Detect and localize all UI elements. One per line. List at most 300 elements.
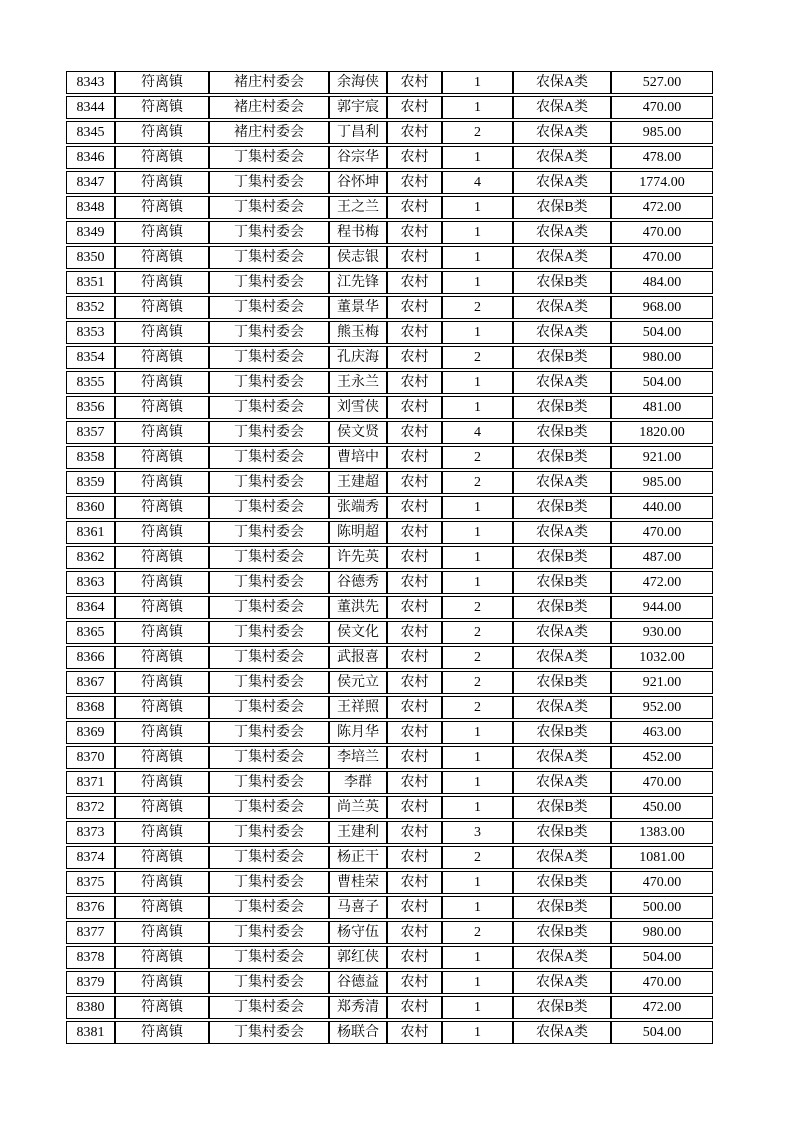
cell-amount: 504.00 — [611, 321, 713, 344]
cell-town: 符离镇 — [115, 796, 209, 819]
cell-household-type: 农村 — [387, 796, 442, 819]
cell-town: 符离镇 — [115, 646, 209, 669]
table-row — [66, 396, 713, 419]
cell-household-type: 农村 — [387, 921, 442, 944]
cell-household-type: 农村 — [387, 746, 442, 769]
cell-amount: 504.00 — [611, 946, 713, 969]
cell-village-committee: 丁集村委会 — [209, 646, 329, 669]
table-row — [66, 321, 713, 344]
cell-town: 符离镇 — [115, 496, 209, 519]
cell-serial-number: 8345 — [66, 121, 115, 144]
cell-town: 符离镇 — [115, 96, 209, 119]
table-row — [66, 796, 713, 819]
cell-village-committee: 丁集村委会 — [209, 746, 329, 769]
cell-village-committee: 丁集村委会 — [209, 996, 329, 1019]
cell-amount: 985.00 — [611, 471, 713, 494]
cell-person-count: 2 — [442, 471, 513, 494]
cell-insurance-category: 农保B类 — [513, 396, 611, 419]
cell-person-count: 2 — [442, 671, 513, 694]
cell-person-count: 1 — [442, 746, 513, 769]
cell-amount: 504.00 — [611, 371, 713, 394]
cell-person-name: 侯文贤 — [329, 421, 387, 444]
cell-insurance-category: 农保A类 — [513, 221, 611, 244]
cell-household-type: 农村 — [387, 96, 442, 119]
cell-town: 符离镇 — [115, 671, 209, 694]
table-row — [66, 696, 713, 719]
cell-town: 符离镇 — [115, 771, 209, 794]
cell-town: 符离镇 — [115, 821, 209, 844]
table-row — [66, 296, 713, 319]
cell-person-count: 1 — [442, 196, 513, 219]
cell-household-type: 农村 — [387, 296, 442, 319]
table-row — [66, 146, 713, 169]
table-row — [66, 446, 713, 469]
table-body — [66, 71, 713, 1044]
cell-amount: 470.00 — [611, 246, 713, 269]
cell-household-type: 农村 — [387, 346, 442, 369]
cell-insurance-category: 农保B类 — [513, 596, 611, 619]
cell-person-name: 孔庆海 — [329, 346, 387, 369]
cell-person-count: 1 — [442, 546, 513, 569]
cell-serial-number: 8377 — [66, 921, 115, 944]
table-row — [66, 121, 713, 144]
cell-insurance-category: 农保A类 — [513, 171, 611, 194]
cell-serial-number: 8373 — [66, 821, 115, 844]
cell-serial-number: 8343 — [66, 71, 115, 94]
cell-household-type: 农村 — [387, 671, 442, 694]
table-row — [66, 671, 713, 694]
table-row — [66, 921, 713, 944]
cell-town: 符离镇 — [115, 946, 209, 969]
cell-town: 符离镇 — [115, 221, 209, 244]
table-row — [66, 521, 713, 544]
cell-amount: 470.00 — [611, 771, 713, 794]
cell-insurance-category: 农保B类 — [513, 271, 611, 294]
table-row — [66, 846, 713, 869]
cell-town: 符离镇 — [115, 346, 209, 369]
cell-town: 符离镇 — [115, 696, 209, 719]
table-row — [66, 946, 713, 969]
cell-person-count: 1 — [442, 1021, 513, 1044]
cell-amount: 980.00 — [611, 346, 713, 369]
cell-town: 符离镇 — [115, 546, 209, 569]
cell-insurance-category: 农保A类 — [513, 746, 611, 769]
cell-person-name: 张端秀 — [329, 496, 387, 519]
cell-person-count: 1 — [442, 371, 513, 394]
cell-amount: 527.00 — [611, 71, 713, 94]
cell-household-type: 农村 — [387, 846, 442, 869]
cell-insurance-category: 农保A类 — [513, 521, 611, 544]
cell-insurance-category: 农保B类 — [513, 821, 611, 844]
table-row — [66, 571, 713, 594]
cell-insurance-category: 农保A类 — [513, 621, 611, 644]
cell-household-type: 农村 — [387, 996, 442, 1019]
cell-town: 符离镇 — [115, 471, 209, 494]
cell-person-count: 2 — [442, 596, 513, 619]
table-row — [66, 596, 713, 619]
cell-serial-number: 8368 — [66, 696, 115, 719]
table-row — [66, 371, 713, 394]
cell-town: 符离镇 — [115, 171, 209, 194]
cell-insurance-category: 农保B类 — [513, 721, 611, 744]
cell-household-type: 农村 — [387, 146, 442, 169]
cell-village-committee: 褚庄村委会 — [209, 121, 329, 144]
cell-household-type: 农村 — [387, 71, 442, 94]
cell-amount: 921.00 — [611, 671, 713, 694]
cell-amount: 470.00 — [611, 96, 713, 119]
table-row — [66, 246, 713, 269]
cell-insurance-category: 农保A类 — [513, 321, 611, 344]
cell-serial-number: 8362 — [66, 546, 115, 569]
cell-person-count: 1 — [442, 271, 513, 294]
table-row — [66, 346, 713, 369]
cell-insurance-category: 农保A类 — [513, 296, 611, 319]
cell-person-name: 许先英 — [329, 546, 387, 569]
table-row — [66, 496, 713, 519]
cell-household-type: 农村 — [387, 521, 442, 544]
cell-person-name: 熊玉梅 — [329, 321, 387, 344]
cell-person-name: 杨守伍 — [329, 921, 387, 944]
cell-household-type: 农村 — [387, 946, 442, 969]
cell-amount: 1383.00 — [611, 821, 713, 844]
cell-person-count: 2 — [442, 646, 513, 669]
cell-insurance-category: 农保B类 — [513, 346, 611, 369]
cell-person-name: 江先锋 — [329, 271, 387, 294]
cell-serial-number: 8350 — [66, 246, 115, 269]
table-row — [66, 646, 713, 669]
cell-person-count: 2 — [442, 446, 513, 469]
cell-insurance-category: 农保B类 — [513, 996, 611, 1019]
cell-person-name: 郑秀清 — [329, 996, 387, 1019]
cell-amount: 504.00 — [611, 1021, 713, 1044]
cell-person-name: 谷德秀 — [329, 571, 387, 594]
cell-insurance-category: 农保B类 — [513, 546, 611, 569]
table-row — [66, 821, 713, 844]
cell-amount: 985.00 — [611, 121, 713, 144]
cell-insurance-category: 农保A类 — [513, 971, 611, 994]
cell-serial-number: 8375 — [66, 871, 115, 894]
cell-serial-number: 8365 — [66, 621, 115, 644]
cell-town: 符离镇 — [115, 971, 209, 994]
cell-household-type: 农村 — [387, 221, 442, 244]
cell-household-type: 农村 — [387, 396, 442, 419]
cell-serial-number: 8369 — [66, 721, 115, 744]
cell-person-count: 4 — [442, 421, 513, 444]
cell-person-count: 2 — [442, 696, 513, 719]
table-row — [66, 96, 713, 119]
cell-village-committee: 丁集村委会 — [209, 246, 329, 269]
cell-household-type: 农村 — [387, 571, 442, 594]
cell-amount: 1081.00 — [611, 846, 713, 869]
cell-village-committee: 丁集村委会 — [209, 521, 329, 544]
cell-village-committee: 丁集村委会 — [209, 446, 329, 469]
cell-person-name: 杨正干 — [329, 846, 387, 869]
cell-serial-number: 8359 — [66, 471, 115, 494]
cell-village-committee: 丁集村委会 — [209, 471, 329, 494]
cell-amount: 472.00 — [611, 996, 713, 1019]
cell-person-count: 1 — [442, 521, 513, 544]
cell-town: 符离镇 — [115, 371, 209, 394]
cell-insurance-category: 农保B类 — [513, 871, 611, 894]
cell-person-name: 丁昌利 — [329, 121, 387, 144]
cell-town: 符离镇 — [115, 1021, 209, 1044]
cell-village-committee: 丁集村委会 — [209, 146, 329, 169]
benefit-table — [66, 69, 713, 1046]
cell-person-name: 王祥照 — [329, 696, 387, 719]
cell-insurance-category: 农保A类 — [513, 246, 611, 269]
cell-serial-number: 8346 — [66, 146, 115, 169]
cell-serial-number: 8374 — [66, 846, 115, 869]
cell-person-count: 1 — [442, 396, 513, 419]
cell-town: 符离镇 — [115, 246, 209, 269]
table-row — [66, 171, 713, 194]
table-row — [66, 771, 713, 794]
table-row — [66, 896, 713, 919]
cell-serial-number: 8356 — [66, 396, 115, 419]
cell-insurance-category: 农保A类 — [513, 646, 611, 669]
cell-person-count: 2 — [442, 621, 513, 644]
cell-town: 符离镇 — [115, 996, 209, 1019]
cell-household-type: 农村 — [387, 371, 442, 394]
cell-town: 符离镇 — [115, 521, 209, 544]
cell-person-name: 王建利 — [329, 821, 387, 844]
cell-person-name: 王永兰 — [329, 371, 387, 394]
cell-serial-number: 8378 — [66, 946, 115, 969]
cell-person-name: 郭宇宸 — [329, 96, 387, 119]
cell-insurance-category: 农保B类 — [513, 671, 611, 694]
cell-amount: 1820.00 — [611, 421, 713, 444]
cell-village-committee: 丁集村委会 — [209, 171, 329, 194]
cell-town: 符离镇 — [115, 746, 209, 769]
cell-insurance-category: 农保A类 — [513, 146, 611, 169]
cell-serial-number: 8358 — [66, 446, 115, 469]
cell-person-name: 曹培中 — [329, 446, 387, 469]
cell-village-committee: 丁集村委会 — [209, 946, 329, 969]
cell-person-name: 侯文化 — [329, 621, 387, 644]
cell-household-type: 农村 — [387, 596, 442, 619]
cell-person-name: 程书梅 — [329, 221, 387, 244]
cell-amount: 470.00 — [611, 971, 713, 994]
cell-person-count: 1 — [442, 321, 513, 344]
cell-household-type: 农村 — [387, 1021, 442, 1044]
table-row — [66, 721, 713, 744]
cell-serial-number: 8366 — [66, 646, 115, 669]
cell-person-name: 王建超 — [329, 471, 387, 494]
cell-serial-number: 8364 — [66, 596, 115, 619]
cell-village-committee: 丁集村委会 — [209, 546, 329, 569]
table-row — [66, 196, 713, 219]
cell-village-committee: 丁集村委会 — [209, 496, 329, 519]
cell-village-committee: 丁集村委会 — [209, 671, 329, 694]
cell-serial-number: 8360 — [66, 496, 115, 519]
cell-person-count: 1 — [442, 71, 513, 94]
cell-town: 符离镇 — [115, 146, 209, 169]
cell-serial-number: 8352 — [66, 296, 115, 319]
table-row — [66, 621, 713, 644]
cell-amount: 500.00 — [611, 896, 713, 919]
cell-household-type: 农村 — [387, 696, 442, 719]
table-row — [66, 221, 713, 244]
cell-village-committee: 丁集村委会 — [209, 1021, 329, 1044]
cell-household-type: 农村 — [387, 271, 442, 294]
cell-person-count: 2 — [442, 921, 513, 944]
cell-person-count: 1 — [442, 221, 513, 244]
cell-serial-number: 8381 — [66, 1021, 115, 1044]
cell-village-committee: 丁集村委会 — [209, 896, 329, 919]
cell-insurance-category: 农保B类 — [513, 196, 611, 219]
cell-person-name: 刘雪侠 — [329, 396, 387, 419]
cell-amount: 1032.00 — [611, 646, 713, 669]
cell-person-name: 尚兰英 — [329, 796, 387, 819]
cell-amount: 463.00 — [611, 721, 713, 744]
table-row — [66, 71, 713, 94]
cell-person-name: 董洪先 — [329, 596, 387, 619]
cell-amount: 921.00 — [611, 446, 713, 469]
cell-person-name: 谷怀坤 — [329, 171, 387, 194]
cell-serial-number: 8363 — [66, 571, 115, 594]
cell-town: 符离镇 — [115, 121, 209, 144]
cell-town: 符离镇 — [115, 296, 209, 319]
cell-town: 符离镇 — [115, 446, 209, 469]
cell-person-count: 1 — [442, 246, 513, 269]
cell-household-type: 农村 — [387, 196, 442, 219]
cell-person-name: 李培兰 — [329, 746, 387, 769]
cell-person-name: 马喜子 — [329, 896, 387, 919]
cell-person-count: 1 — [442, 796, 513, 819]
cell-insurance-category: 农保A类 — [513, 471, 611, 494]
cell-town: 符离镇 — [115, 621, 209, 644]
cell-household-type: 农村 — [387, 896, 442, 919]
cell-insurance-category: 农保A类 — [513, 846, 611, 869]
cell-amount: 952.00 — [611, 696, 713, 719]
cell-town: 符离镇 — [115, 896, 209, 919]
cell-town: 符离镇 — [115, 271, 209, 294]
table-row — [66, 971, 713, 994]
cell-insurance-category: 农保A类 — [513, 771, 611, 794]
cell-serial-number: 8380 — [66, 996, 115, 1019]
cell-village-committee: 丁集村委会 — [209, 596, 329, 619]
cell-person-count: 3 — [442, 821, 513, 844]
cell-household-type: 农村 — [387, 471, 442, 494]
cell-person-name: 陈月华 — [329, 721, 387, 744]
cell-person-name: 侯元立 — [329, 671, 387, 694]
table-row — [66, 421, 713, 444]
cell-person-count: 2 — [442, 296, 513, 319]
cell-household-type: 农村 — [387, 871, 442, 894]
table-row — [66, 546, 713, 569]
cell-amount: 470.00 — [611, 871, 713, 894]
cell-person-count: 4 — [442, 171, 513, 194]
cell-insurance-category: 农保B类 — [513, 796, 611, 819]
cell-person-name: 董景华 — [329, 296, 387, 319]
cell-household-type: 农村 — [387, 771, 442, 794]
cell-person-count: 1 — [442, 571, 513, 594]
cell-insurance-category: 农保B类 — [513, 921, 611, 944]
cell-household-type: 农村 — [387, 496, 442, 519]
cell-village-committee: 丁集村委会 — [209, 346, 329, 369]
cell-serial-number: 8347 — [66, 171, 115, 194]
cell-amount: 930.00 — [611, 621, 713, 644]
cell-household-type: 农村 — [387, 621, 442, 644]
cell-serial-number: 8357 — [66, 421, 115, 444]
cell-village-committee: 丁集村委会 — [209, 846, 329, 869]
table-row — [66, 271, 713, 294]
cell-village-committee: 丁集村委会 — [209, 571, 329, 594]
cell-village-committee: 丁集村委会 — [209, 396, 329, 419]
cell-person-name: 武报喜 — [329, 646, 387, 669]
cell-village-committee: 丁集村委会 — [209, 371, 329, 394]
cell-insurance-category: 农保B类 — [513, 896, 611, 919]
cell-amount: 470.00 — [611, 221, 713, 244]
cell-person-name: 陈明超 — [329, 521, 387, 544]
cell-household-type: 农村 — [387, 546, 442, 569]
cell-person-name: 杨联合 — [329, 1021, 387, 1044]
cell-household-type: 农村 — [387, 646, 442, 669]
cell-village-committee: 丁集村委会 — [209, 321, 329, 344]
cell-village-committee: 丁集村委会 — [209, 871, 329, 894]
cell-person-count: 1 — [442, 946, 513, 969]
cell-person-count: 1 — [442, 496, 513, 519]
cell-serial-number: 8372 — [66, 796, 115, 819]
table-row — [66, 746, 713, 769]
cell-village-committee: 丁集村委会 — [209, 271, 329, 294]
cell-person-name: 谷宗华 — [329, 146, 387, 169]
cell-person-name: 余海侠 — [329, 71, 387, 94]
cell-village-committee: 褚庄村委会 — [209, 71, 329, 94]
cell-person-count: 2 — [442, 346, 513, 369]
cell-insurance-category: 农保B类 — [513, 496, 611, 519]
cell-amount: 980.00 — [611, 921, 713, 944]
cell-serial-number: 8376 — [66, 896, 115, 919]
cell-person-count: 1 — [442, 146, 513, 169]
cell-amount: 478.00 — [611, 146, 713, 169]
cell-village-committee: 丁集村委会 — [209, 971, 329, 994]
table-row — [66, 1021, 713, 1044]
cell-village-committee: 丁集村委会 — [209, 221, 329, 244]
cell-amount: 484.00 — [611, 271, 713, 294]
cell-serial-number: 8370 — [66, 746, 115, 769]
cell-household-type: 农村 — [387, 246, 442, 269]
cell-village-committee: 丁集村委会 — [209, 821, 329, 844]
cell-household-type: 农村 — [387, 121, 442, 144]
table-container — [66, 69, 713, 1046]
cell-insurance-category: 农保A类 — [513, 946, 611, 969]
cell-insurance-category: 农保A类 — [513, 71, 611, 94]
cell-serial-number: 8349 — [66, 221, 115, 244]
cell-person-name: 谷德益 — [329, 971, 387, 994]
cell-amount: 481.00 — [611, 396, 713, 419]
cell-serial-number: 8344 — [66, 96, 115, 119]
cell-amount: 944.00 — [611, 596, 713, 619]
cell-person-count: 1 — [442, 721, 513, 744]
cell-person-count: 1 — [442, 896, 513, 919]
cell-town: 符离镇 — [115, 846, 209, 869]
cell-village-committee: 丁集村委会 — [209, 721, 329, 744]
cell-town: 符离镇 — [115, 596, 209, 619]
cell-insurance-category: 农保A类 — [513, 696, 611, 719]
cell-village-committee: 褚庄村委会 — [209, 96, 329, 119]
cell-amount: 440.00 — [611, 496, 713, 519]
table-row — [66, 471, 713, 494]
cell-town: 符离镇 — [115, 571, 209, 594]
cell-person-count: 1 — [442, 771, 513, 794]
cell-person-count: 1 — [442, 971, 513, 994]
table-row — [66, 996, 713, 1019]
cell-village-committee: 丁集村委会 — [209, 696, 329, 719]
cell-person-count: 2 — [442, 121, 513, 144]
cell-insurance-category: 农保A类 — [513, 371, 611, 394]
cell-household-type: 农村 — [387, 171, 442, 194]
